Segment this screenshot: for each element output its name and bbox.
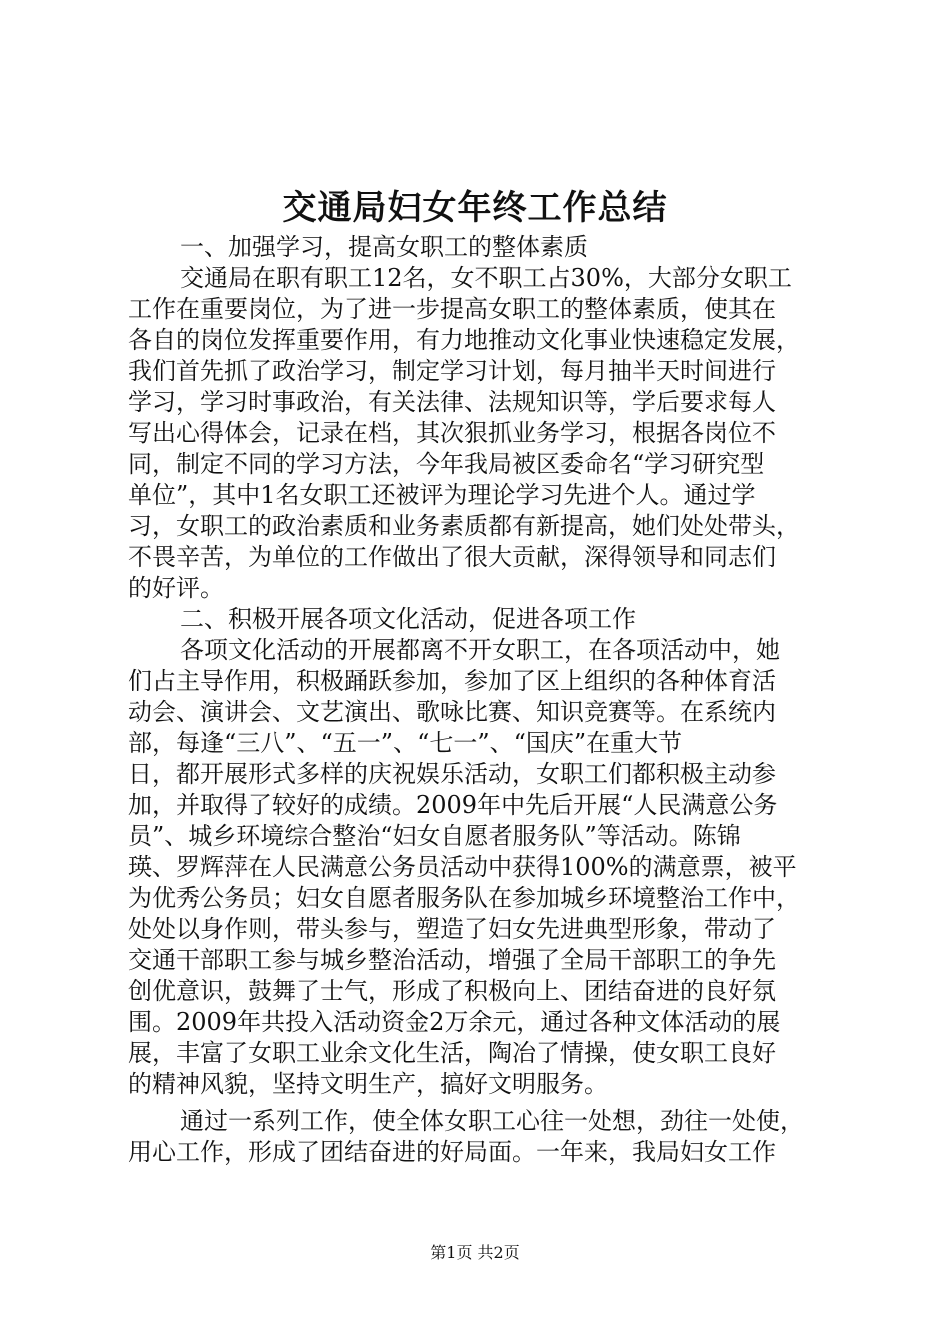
- paragraph-line: 交通干部职工参与城乡整治活动，增强了全局干部职工的争先: [128, 946, 776, 974]
- paragraph-line: 用心工作，形成了团结奋进的好局面。一年来，我局妇女工作: [128, 1138, 776, 1166]
- paragraph-line: 通过一系列工作，使全体女职工心往一处想，劲往一处使，: [180, 1107, 804, 1135]
- paragraph-line: 交通局在职有职工12名，女不职工占30%，大部分女职工: [180, 264, 792, 292]
- paragraph-line: 单位”，其中1名女职工还被评为理论学习先进个人。通过学: [128, 481, 756, 509]
- paragraph-line: 加，并取得了较好的成绩。2009年中先后开展“人民满意公务: [128, 791, 778, 819]
- paragraph-line: 不畏辛苦，为单位的工作做出了很大贡献，深得领导和同志们: [128, 543, 776, 571]
- paragraph-line: 日，都开展形式多样的庆祝娱乐活动，女职工们都积极主动参: [128, 760, 776, 788]
- section-heading-1: 一、加强学习，提高女职工的整体素质: [180, 233, 588, 261]
- paragraph-line: 处处以身作则，带头参与，塑造了妇女先进典型形象，带动了: [128, 915, 776, 943]
- paragraph-line: 学习，学习时事政治，有关法律、法规知识等，学后要求每人: [128, 388, 776, 416]
- paragraph-line: 我们首先抓了政治学习，制定学习计划，每月抽半天时间进行: [128, 357, 776, 385]
- paragraph-line: 工作在重要岗位，为了进一步提高女职工的整体素质，使其在: [128, 295, 776, 323]
- document-body: [128, 232, 828, 1168]
- document-title: 交通局妇女年终工作总结: [282, 188, 668, 228]
- paragraph-line: 习，女职工的政治素质和业务素质都有新提高，她们处处带头，: [128, 512, 800, 540]
- paragraph-line: 为优秀公务员；妇女自愿者服务队在参加城乡环境整治工作中，: [128, 884, 800, 912]
- paragraph-line: 同，制定不同的学习方法，今年我局被区委命名“学习研究型: [128, 450, 765, 478]
- paragraph-line: 的好评。: [128, 574, 224, 602]
- paragraph-line: 各项文化活动的开展都离不开女职工，在各项活动中，她: [180, 636, 780, 664]
- paragraph-line: 围。2009年共投入活动资金2万余元，通过各种文体活动的展: [128, 1008, 781, 1036]
- page-number: 第1页 共2页: [430, 1243, 520, 1262]
- paragraph-line: 部，每逢“三八”、“五一”、“七一”、“国庆”在重大节: [128, 729, 683, 757]
- paragraph-line: 的精神风貌，坚持文明生产，搞好文明服务。: [128, 1070, 608, 1098]
- paragraph-line: 写出心得体会，记录在档，其次狠抓业务学习，根据各岗位不: [128, 419, 776, 447]
- paragraph-line: 瑛、罗辉萍在人民满意公务员活动中获得100%的满意票，被平: [128, 853, 797, 881]
- paragraph-line: 动会、演讲会、文艺演出、歌咏比赛、知识竞赛等。在系统内: [128, 698, 776, 726]
- section-heading-2: 二、积极开展各项文化活动，促进各项工作: [180, 605, 636, 633]
- paragraph-line: 展，丰富了女职工业余文化生活，陶冶了情操，使女职工良好: [128, 1039, 776, 1067]
- paragraph-line: 各自的岗位发挥重要作用，有力地推动文化事业快速稳定发展，: [128, 326, 800, 354]
- paragraph-line: 创优意识，鼓舞了士气，形成了积极向上、团结奋进的良好氛: [128, 977, 776, 1005]
- paragraph-line: 员”、城乡环境综合整治“妇女自愿者服务队”等活动。陈锦: [128, 822, 741, 850]
- paragraph-line: 们占主导作用，积极踊跃参加，参加了区上组织的各种体育活: [128, 667, 776, 695]
